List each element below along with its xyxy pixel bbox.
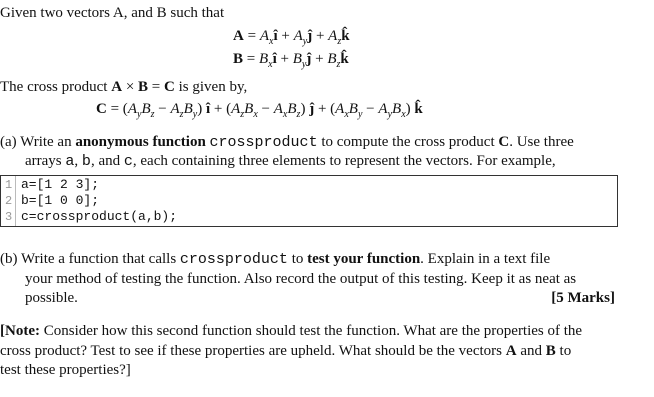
equation-a: $A = A_xî$ + $A_yĵ$ + $A_zk̂$: [233, 28, 350, 47]
code-text: b=[1 0 0];: [21, 193, 100, 208]
code-text: c=crossproduct(a,b);: [21, 209, 178, 224]
note-line1: [Note: Consider how this second function should test the function. What are the properties of the: [0, 323, 583, 339]
part-b-line2: your method of testing the function. Also record the output of this testing. Keep it as neat as: [25, 271, 577, 287]
cross-product-intro: The cross product A × B = C is given by,: [0, 79, 248, 95]
equation-b: $B = B_xî$ + $B_yĵ$ + $B_zk̂$: [233, 51, 349, 70]
part-a-label: (a): [0, 134, 17, 150]
code-line: [1, 177, 617, 193]
line-number: 2: [5, 194, 13, 208]
part-a-line2: arrays a, b, and c, each containing three elements to represent the vectors. For example,: [25, 153, 556, 170]
line-number: 1: [5, 178, 13, 192]
code-line: [1, 193, 617, 209]
note-line2: cross product? Test to see if these properties are upheld. What should be the vectors A and B to: [0, 343, 572, 359]
part-a-line1: (a) Write an anonymous function crossproduct to compute the cross product C. Use three: [0, 134, 574, 151]
marks-label: [5 Marks]: [551, 290, 615, 306]
code-block: [0, 175, 618, 227]
part-b-label: (b): [0, 251, 18, 267]
code-text: a=[1 2 3];: [21, 177, 100, 192]
code-line: [1, 209, 617, 225]
line-number: 3: [5, 210, 13, 224]
note-line3: test these properties?]: [0, 362, 131, 378]
part-b-line1: (b) Write a function that calls crossproduct to test your function. Explain in a text file: [0, 251, 551, 268]
equation-c: $C = (A_yB_z - A_zB_y)$ î + $(A_zB_x - A_xB_z)$ ĵ + $(A_xB_y - A_yB_x)$ k̂: [96, 101, 423, 120]
part-b-line3: possible. [5 Marks]: [25, 290, 615, 306]
intro-text: Given two vectors A, and B such that: [0, 5, 225, 21]
